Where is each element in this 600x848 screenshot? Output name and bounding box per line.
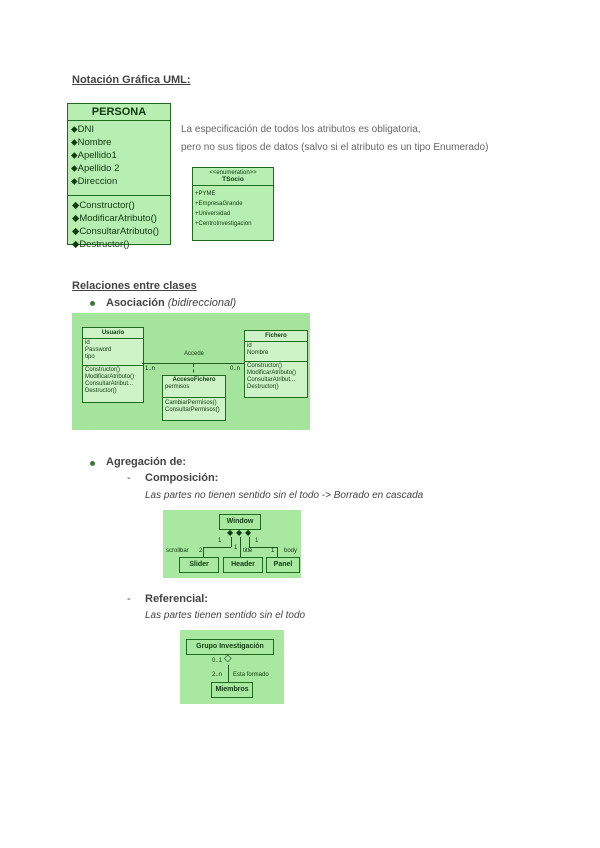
acceso-fichero-attribute: permisos [165, 384, 190, 390]
enumeration-box [192, 167, 274, 241]
fichero-attribute: Nombre [247, 350, 269, 356]
multiplicity-right: 0..n [230, 366, 241, 372]
composition-line [249, 537, 250, 547]
whole-multiplicity: 1 [218, 538, 222, 544]
bullet-dot [90, 301, 95, 306]
persona-attribute: ⬥Apellido1 [71, 150, 117, 161]
fichero-method: Destructor() [247, 384, 279, 390]
whole-multiplicity: 1 [234, 545, 238, 551]
fichero-method: ConsultarAtribut... [247, 377, 296, 383]
dash-marker: - [127, 593, 131, 605]
role-label: Esta formado [233, 672, 269, 678]
persona-method: ◆Destructor() [72, 239, 130, 250]
acceso-fichero-method: ConsultarPermisos() [165, 407, 220, 413]
fichero-methods [245, 362, 307, 392]
whole-multiplicity: 1 [255, 538, 259, 544]
acceso-fichero-methods [163, 398, 225, 416]
association-name: Accede [184, 351, 205, 357]
acceso-fichero-class-box [162, 375, 226, 421]
asociacion-qualifier: (bidireccional) [167, 297, 237, 309]
panel-class-box: Panel [266, 557, 300, 573]
usuario-class-box [82, 327, 144, 403]
multiplicity-left: 1..n [145, 366, 156, 372]
usuario-method: Constructor() [85, 367, 121, 373]
fichero-method: Constructor() [247, 363, 283, 369]
part-multiplicity: 2 [199, 548, 203, 554]
referencial-diagram [180, 630, 284, 704]
acceso-fichero-method: CambiarPermisos() [165, 400, 217, 406]
asociacion-label: Asociación [106, 297, 165, 309]
section-heading-uml: Notación Gráfica UML: [72, 74, 191, 86]
fichero-attributes [245, 342, 307, 362]
referencial-description: Las partes tienen sentido sin el todo [145, 610, 306, 621]
fichero-method: ModificarAtributo() [247, 370, 297, 376]
composition-diamond-icon: ◆ [227, 528, 234, 537]
aggregation-diamond-icon: ◇ [224, 653, 232, 664]
fichero-class-title: Fichero [245, 331, 307, 342]
whole-multiplicity: 0..1 [212, 658, 223, 664]
enum-value: +EmpresaGrande [195, 201, 243, 207]
persona-attributes [68, 121, 170, 196]
persona-attribute: ⬥Nombre [71, 137, 112, 148]
section-heading-relaciones: Relaciones entre clases [72, 280, 197, 292]
fichero-class-box [244, 330, 308, 398]
composicion-label: Composición: [145, 472, 219, 484]
aggregation-line [228, 665, 229, 683]
fichero-attribute: id [247, 343, 252, 349]
miembros-class-box: Miembros [211, 682, 253, 698]
header-class-box: Header [223, 557, 263, 573]
usuario-attribute: id [85, 340, 90, 346]
persona-method: ◆ModificarAtributo() [72, 213, 157, 224]
enum-name: TSocio [193, 176, 273, 186]
asociacion-diagram [72, 313, 310, 430]
persona-attribute: ⬥DNI [71, 124, 95, 135]
agregacion-label: Agregación de: [106, 456, 187, 468]
enum-value: +Universidad [195, 211, 231, 217]
usuario-attributes [83, 339, 143, 366]
usuario-methods [83, 366, 143, 396]
persona-method: ◆Constructor() [72, 200, 135, 211]
acceso-fichero-title: AccesoFichero [172, 377, 216, 383]
usuario-attribute: Password [85, 347, 112, 353]
window-class-box: Window [219, 514, 261, 530]
composition-line [277, 547, 278, 557]
composition-line [203, 547, 231, 548]
role-label: body [284, 548, 298, 554]
composition-diamond-icon: ◆ [245, 528, 252, 537]
role-label: scrollbar [166, 548, 189, 554]
slider-class-box: Slider [179, 557, 219, 573]
usuario-method: Destructor() [85, 388, 117, 394]
composition-line [231, 537, 232, 547]
enum-stereotype: <<enumeration>> [209, 170, 257, 176]
acceso-fichero-attributes [163, 384, 225, 398]
part-multiplicity: 2..n [212, 672, 223, 678]
enum-value: +CentroInvestigacion [195, 221, 252, 227]
enum-value: +PYME [195, 191, 216, 197]
part-multiplicity: 1 [271, 548, 275, 554]
dash-marker: - [127, 472, 131, 484]
usuario-attribute: tipo [85, 354, 95, 360]
usuario-method: ModificarAtributo() [85, 374, 135, 380]
persona-methods [68, 196, 170, 254]
note-line-2: pero no sus tipos de datos (salvo si el atributo es un tipo Enumerado) [181, 142, 489, 153]
referencial-label: Referencial: [145, 593, 208, 605]
persona-class-box [67, 103, 171, 250]
persona-class-title: PERSONA [68, 104, 170, 121]
persona-attribute: ⬥Direccion [71, 176, 118, 187]
composition-line [240, 537, 241, 557]
persona-attribute: ⬥Apellido 2 [71, 163, 120, 174]
asociacion-bullet [106, 297, 236, 309]
composicion-description: Las partes no tienen sentido sin el todo -> Borrado en cascada [145, 490, 424, 501]
grupo-investigacion-class-box: Grupo Investigación [186, 639, 274, 655]
role-label: title [243, 548, 253, 554]
persona-method: ◆ConsultarAtributo() [72, 226, 160, 237]
usuario-class-title: Usuario [83, 328, 143, 339]
composition-line [203, 547, 204, 557]
note-line-1: La especificación de todos los atributos es obligatoria, [181, 124, 421, 135]
composition-diamond-icon: ◆ [236, 528, 243, 537]
composicion-diagram [163, 510, 301, 578]
usuario-method: ConsultarAtribut... [85, 381, 134, 387]
bullet-dot [90, 461, 95, 466]
enum-values [193, 186, 273, 232]
